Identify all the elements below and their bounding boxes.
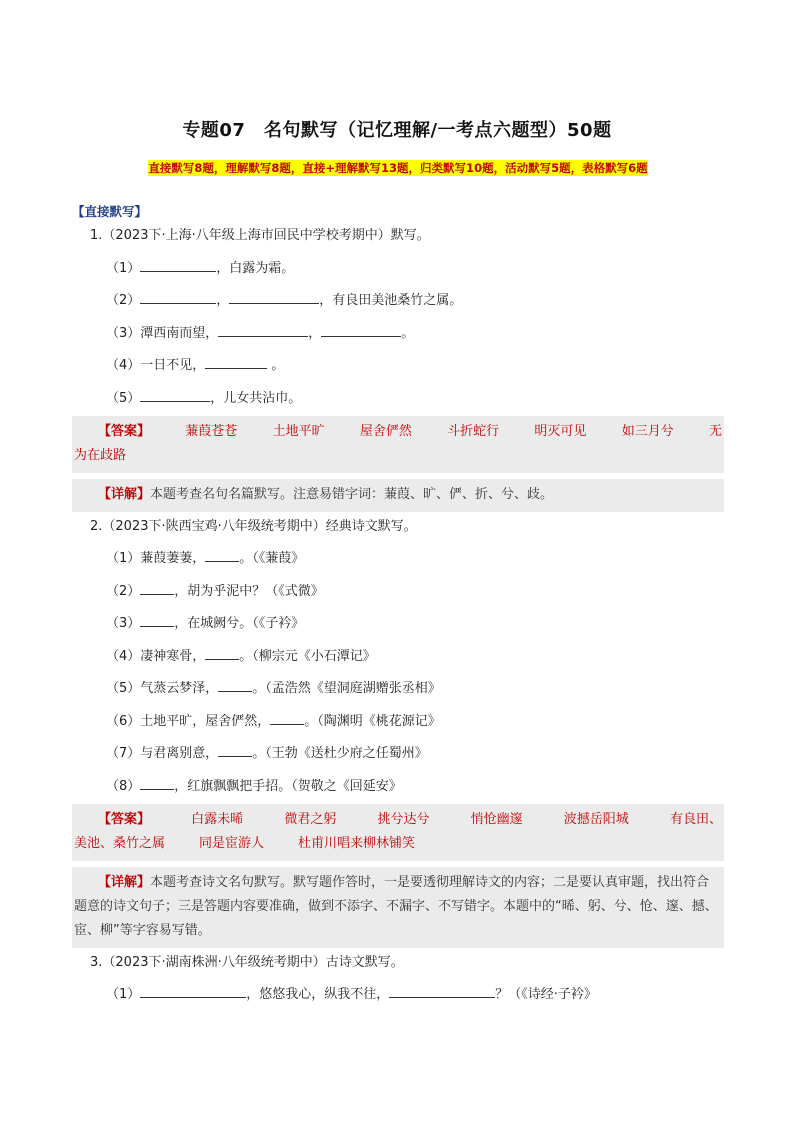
answer-blank[interactable]: [389, 985, 495, 998]
answer-blank[interactable]: [140, 985, 246, 998]
content-area: [72, 202, 724, 1018]
question-2-head: 2.（2023下·陕西宝鸡·八年级统考期中）经典诗文默写。: [90, 518, 417, 534]
answer-blank[interactable]: [321, 324, 401, 337]
q2-answer-band: [72, 804, 724, 861]
answer-blank[interactable]: [140, 291, 216, 304]
q2-item-7: （7）与君离别意， 。（王勃《送杜少府之任蜀州》: [106, 746, 428, 761]
answer-blank[interactable]: [218, 679, 252, 692]
q1-detail-band: 【详解】本题考查名句名篇默写。注意易错字词：蒹葭、旷、俨、折、兮、歧。: [72, 479, 724, 512]
q2-item-1: （1）蒹葭萋萋， 。（《蒹葭》: [106, 551, 305, 566]
answer-blank[interactable]: [205, 549, 239, 562]
q1-item-1: （1） ，白露为霜。: [106, 260, 295, 276]
answer-blank[interactable]: [218, 744, 252, 757]
q1-item-5: （5） ，儿女共沾巾。: [106, 390, 302, 406]
answer-blank[interactable]: [205, 356, 267, 369]
answer-blank[interactable]: [205, 647, 239, 660]
q2-item-8: （8） ，红旗飘飘把手招。（贺敬之《回延安》: [106, 778, 402, 794]
answer-blank[interactable]: [140, 259, 216, 272]
detail-tag: 【详解】: [98, 486, 151, 502]
q1-item-3: （3）潭西南而望， ， 。: [106, 325, 415, 341]
q2-detail-band: 【详解】本题考查诗文名句默写。默写题作答时，一是要透彻理解诗文的内容；二是要认真审题，找出符合题意的诗文句子；三是答题内容要准确，做到不添字、不漏字、不写错字。本题中的“晞、躬、兮、怆、邃、撼、宦、柳”等字容易写错。: [72, 867, 724, 948]
q2-item-5: （5）气蒸云梦泽， 。（孟浩然《望洞庭湖赠张丞相》: [106, 681, 441, 696]
detail-tag: 【详解】: [98, 874, 151, 890]
answer-blank[interactable]: [270, 712, 304, 725]
answer-blank[interactable]: [140, 389, 210, 402]
q1-item-4: （4）一日不见， 。: [106, 358, 285, 373]
answer-blank[interactable]: [218, 324, 308, 337]
subtitle-text: 直接默写8题，理解默写8题，直接+理解默写13题，归类默写10题，活动默写5题，表格默写6题: [148, 161, 648, 175]
answer-blank[interactable]: [140, 777, 174, 790]
answer-blank[interactable]: [229, 291, 319, 304]
q3-item-1: （1） ，悠悠我心，纵我不往， ？（《诗经·子衿》: [106, 987, 597, 1002]
page-title: 专题07 名句默写（记忆理解/一考点六题型）50题: [182, 120, 612, 141]
q1-answer-tail: 为在歧路: [74, 447, 127, 463]
q2-answer-row-1: 【答案】 白露未晞 微君之躬 挑兮达兮 悄怆幽邃 波撼岳阳城 有良田、: [98, 808, 722, 832]
answer-blank[interactable]: [140, 582, 174, 595]
q1-answer-band: [72, 416, 724, 473]
answer-blank[interactable]: [140, 614, 174, 627]
section-heading: 【直接默写】: [72, 204, 148, 219]
question-3-head: 3.（2023下·湖南株洲·八年级统考期中）古诗文默写。: [90, 954, 404, 970]
question-1-head: 1.（2023下·上海·八年级上海市回民中学校考期中）默写。: [90, 228, 430, 243]
q1-item-2: （2） ， ，有良田美池桑竹之属。: [106, 293, 463, 308]
q1-answer-row: 【答案】 蒹葭苍苍 土地平旷 屋舍俨然 斗折蛇行 明灭可见 如三月兮 无: [98, 420, 722, 444]
q2-item-3: （3） ，在城阙兮。（《子衿》: [106, 616, 305, 631]
q2-item-4: （4）凄神寒骨， 。（柳宗元《小石潭记》: [106, 648, 376, 664]
answer-tag: 【答案】: [98, 423, 151, 439]
answer-tag: 【答案】: [98, 811, 151, 827]
q2-item-2: （2） ，胡为乎泥中？（《式微》: [106, 583, 324, 599]
subtitle-banner: [86, 160, 710, 176]
q2-answer-row-2: 美池、桑竹之属 同是宦游人 杜甫川唱来柳林铺笑: [74, 835, 416, 851]
q2-item-6: （6）土地平旷，屋舍俨然， 。（陶渊明《桃花源记》: [106, 713, 441, 729]
